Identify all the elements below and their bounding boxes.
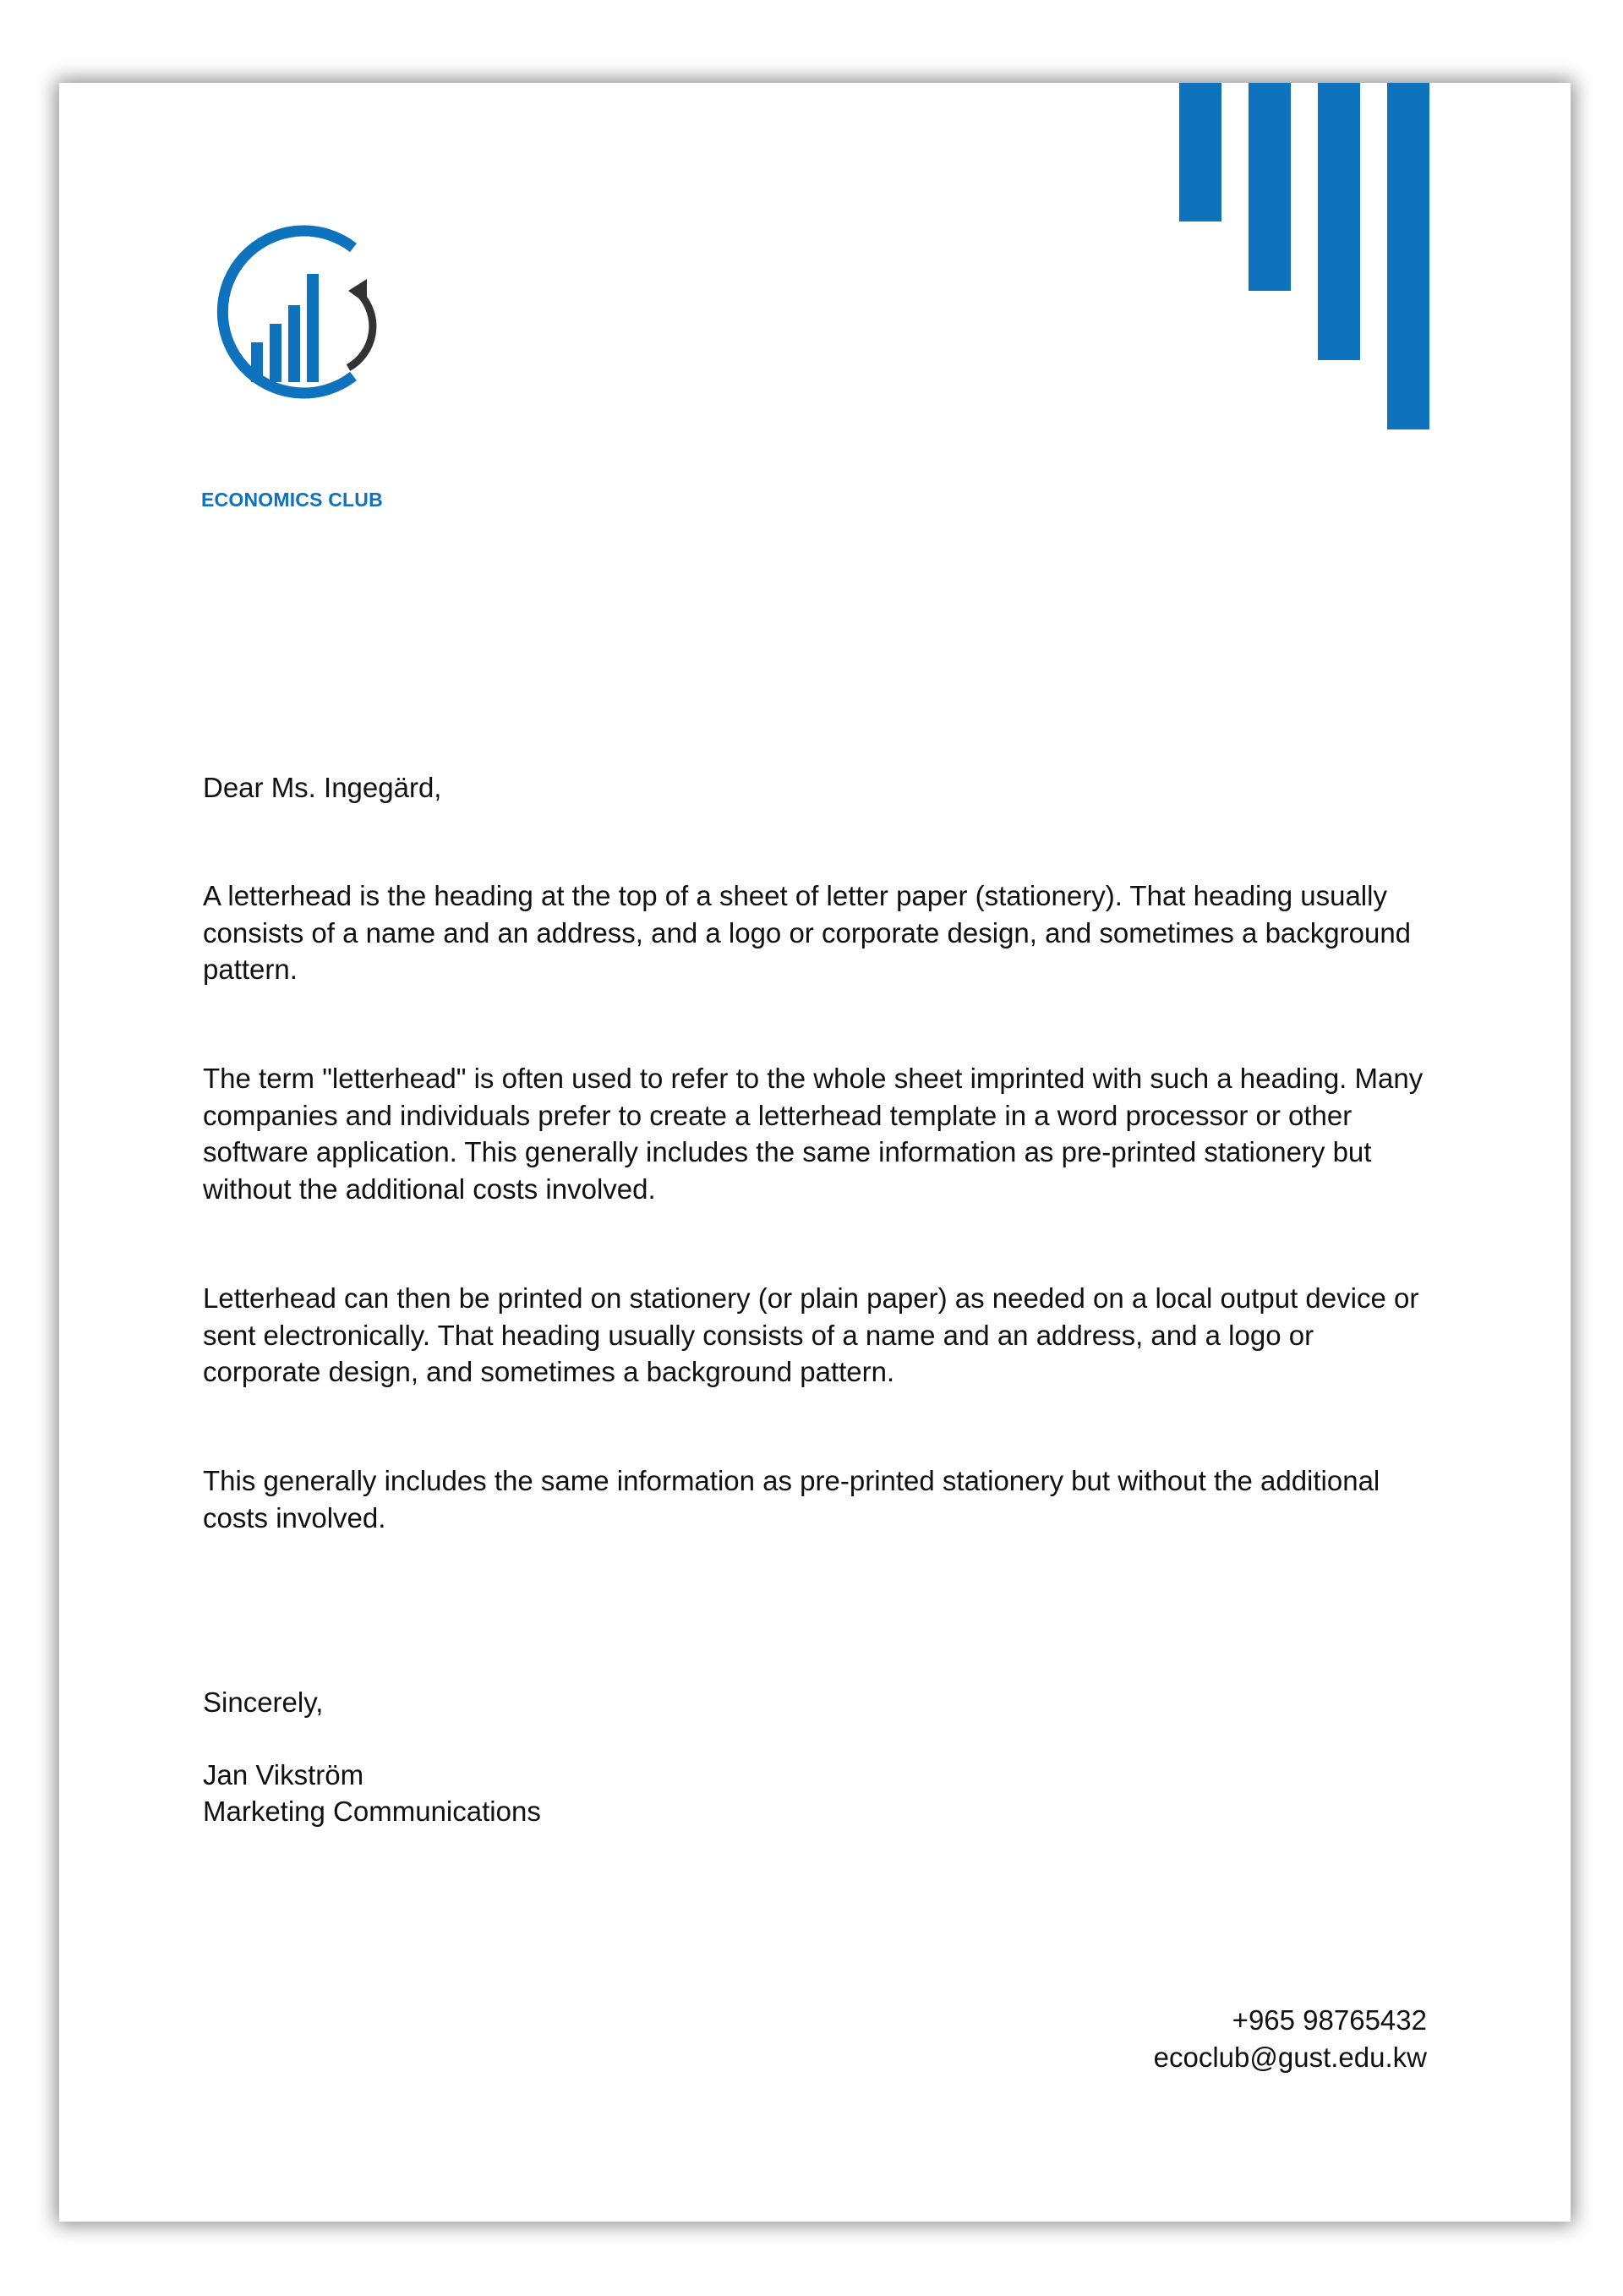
logo-mark-icon bbox=[201, 223, 438, 477]
paragraph-3: Letterhead can then be printed on stationery (or plain paper) as needed on a local output device or sent electronically. That heading usually consists of a name and an address, and a logo or corporate design, and sometimes a background pattern. bbox=[203, 1282, 1419, 1387]
brand-logo bbox=[201, 223, 438, 528]
decor-stripe-2 bbox=[1249, 83, 1291, 291]
contact-info bbox=[1154, 2002, 1427, 2075]
brand-name: ECONOMICS CLUB bbox=[201, 489, 383, 511]
salutation: Dear Ms. Ingegärd, bbox=[203, 772, 442, 803]
paragraph-2: The term "letterhead" is often used to refer to the whole sheet imprinted with such a heading. Many companies and individuals prefer to create a letterhead template in a word processor or other software application. This generally includes the same information as pre-printed stationery but without the additional costs involved. bbox=[203, 1063, 1424, 1205]
email-address: ecoclub@gust.edu.kw bbox=[1153, 2041, 1427, 2073]
letter-body bbox=[203, 769, 1437, 1827]
signer-name: Jan Vikström bbox=[203, 1759, 364, 1790]
paragraph-1: A letterhead is the heading at the top of a sheet of letter paper (stationery). That heading usually consists of a name and an address, and a logo or corporate design, and sometimes a background pattern. bbox=[203, 880, 1412, 985]
paragraph-4: This generally includes the same information as pre-printed stationery but without the additional costs involved. bbox=[203, 1465, 1380, 1533]
decor-stripe-1 bbox=[1179, 83, 1221, 221]
letterhead-sheet bbox=[59, 83, 1571, 2222]
signer-title: Marketing Communications bbox=[203, 1796, 541, 1827]
closing: Sincerely, bbox=[203, 1686, 324, 1718]
decor-stripe-3 bbox=[1318, 83, 1360, 360]
phone-number: +965 98765432 bbox=[1232, 2004, 1427, 2036]
decor-stripe-4 bbox=[1387, 83, 1429, 429]
